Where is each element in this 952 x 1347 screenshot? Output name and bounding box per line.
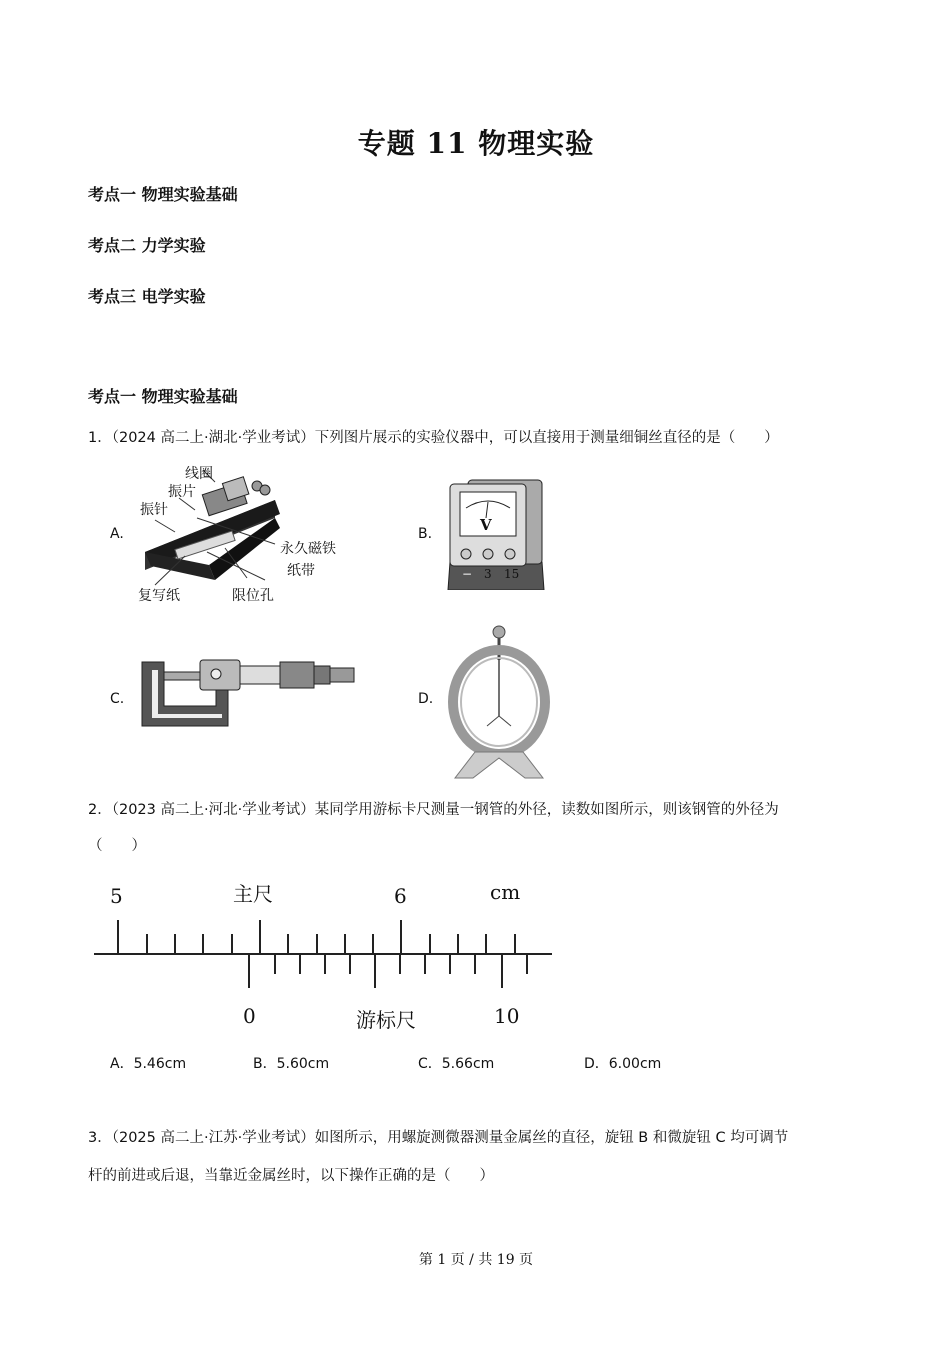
option-b-label: B. (418, 526, 433, 542)
main-scale-label: 主尺 (233, 882, 273, 906)
terminal-15: 15 (504, 567, 520, 581)
main-scale-6: 6 (394, 884, 407, 908)
question-2-text: 2．（2023 高二上·河北·学业考试）某同学用游标卡尺测量一钢管的外径，读数如图所示，则该钢管的外径为 (88, 802, 779, 818)
section-heading: 考点一 物理实验基础 (88, 387, 238, 406)
choice-a: A．5.46cm (110, 1056, 187, 1072)
toc-item-3: 考点三 电学实验 (88, 287, 206, 306)
label-vibrating-plate: 振片 (168, 484, 196, 500)
vernier-label: 游标尺 (356, 1008, 416, 1032)
toc-item-2: 考点二 力学实验 (88, 236, 206, 255)
vernier-caliper-diagram (90, 876, 560, 1036)
main-scale-5: 5 (110, 884, 123, 908)
label-tape: 纸带 (287, 563, 315, 579)
ring-apparatus-image (445, 620, 553, 780)
terminal-neg: − (462, 567, 473, 581)
page-footer: 第 1 页 / 共 19 页 (418, 1252, 534, 1268)
option-a-label: A. (110, 526, 124, 542)
micrometer-image (136, 656, 356, 742)
choice-d: D．6.00cm (584, 1056, 662, 1072)
question-3-line2: 杆的前进或后退，当靠近金属丝时，以下操作正确的是（ ） (88, 1168, 494, 1184)
label-limit-hole: 限位孔 (232, 588, 274, 604)
option-c-label: C. (110, 691, 125, 707)
label-coil: 线圈 (185, 466, 213, 482)
label-carbon-paper: 复写纸 (138, 588, 180, 604)
voltmeter-image (446, 478, 546, 590)
question-2-paren: （ ） (88, 838, 146, 854)
choice-b: B．5.60cm (253, 1056, 330, 1072)
label-magnet: 永久磁铁 (280, 541, 336, 557)
vernier-10: 10 (494, 1004, 520, 1028)
label-needle: 振针 (140, 502, 168, 518)
choice-c: C．5.66cm (418, 1056, 495, 1072)
vernier-0: 0 (243, 1004, 256, 1028)
unit-cm: cm (490, 880, 521, 904)
terminal-3: 3 (484, 567, 492, 581)
voltmeter-symbol: V (480, 516, 492, 534)
page-title: 专题 11 物理实验 (357, 127, 595, 160)
question-1-text: 1．（2024 高二上·湖北·学业考试）下列图片展示的实验仪器中，可以直接用于测量细铜丝直径的是（ ） (88, 430, 779, 446)
option-d-label: D. (418, 691, 434, 707)
question-3-line1: 3．（2025 高二上·江苏·学业考试）如图所示，用螺旋测微器测量金属丝的直径，旋钮 B 和微旋钮 C 均可调节 (88, 1130, 789, 1146)
toc-item-1: 考点一 物理实验基础 (88, 185, 238, 204)
